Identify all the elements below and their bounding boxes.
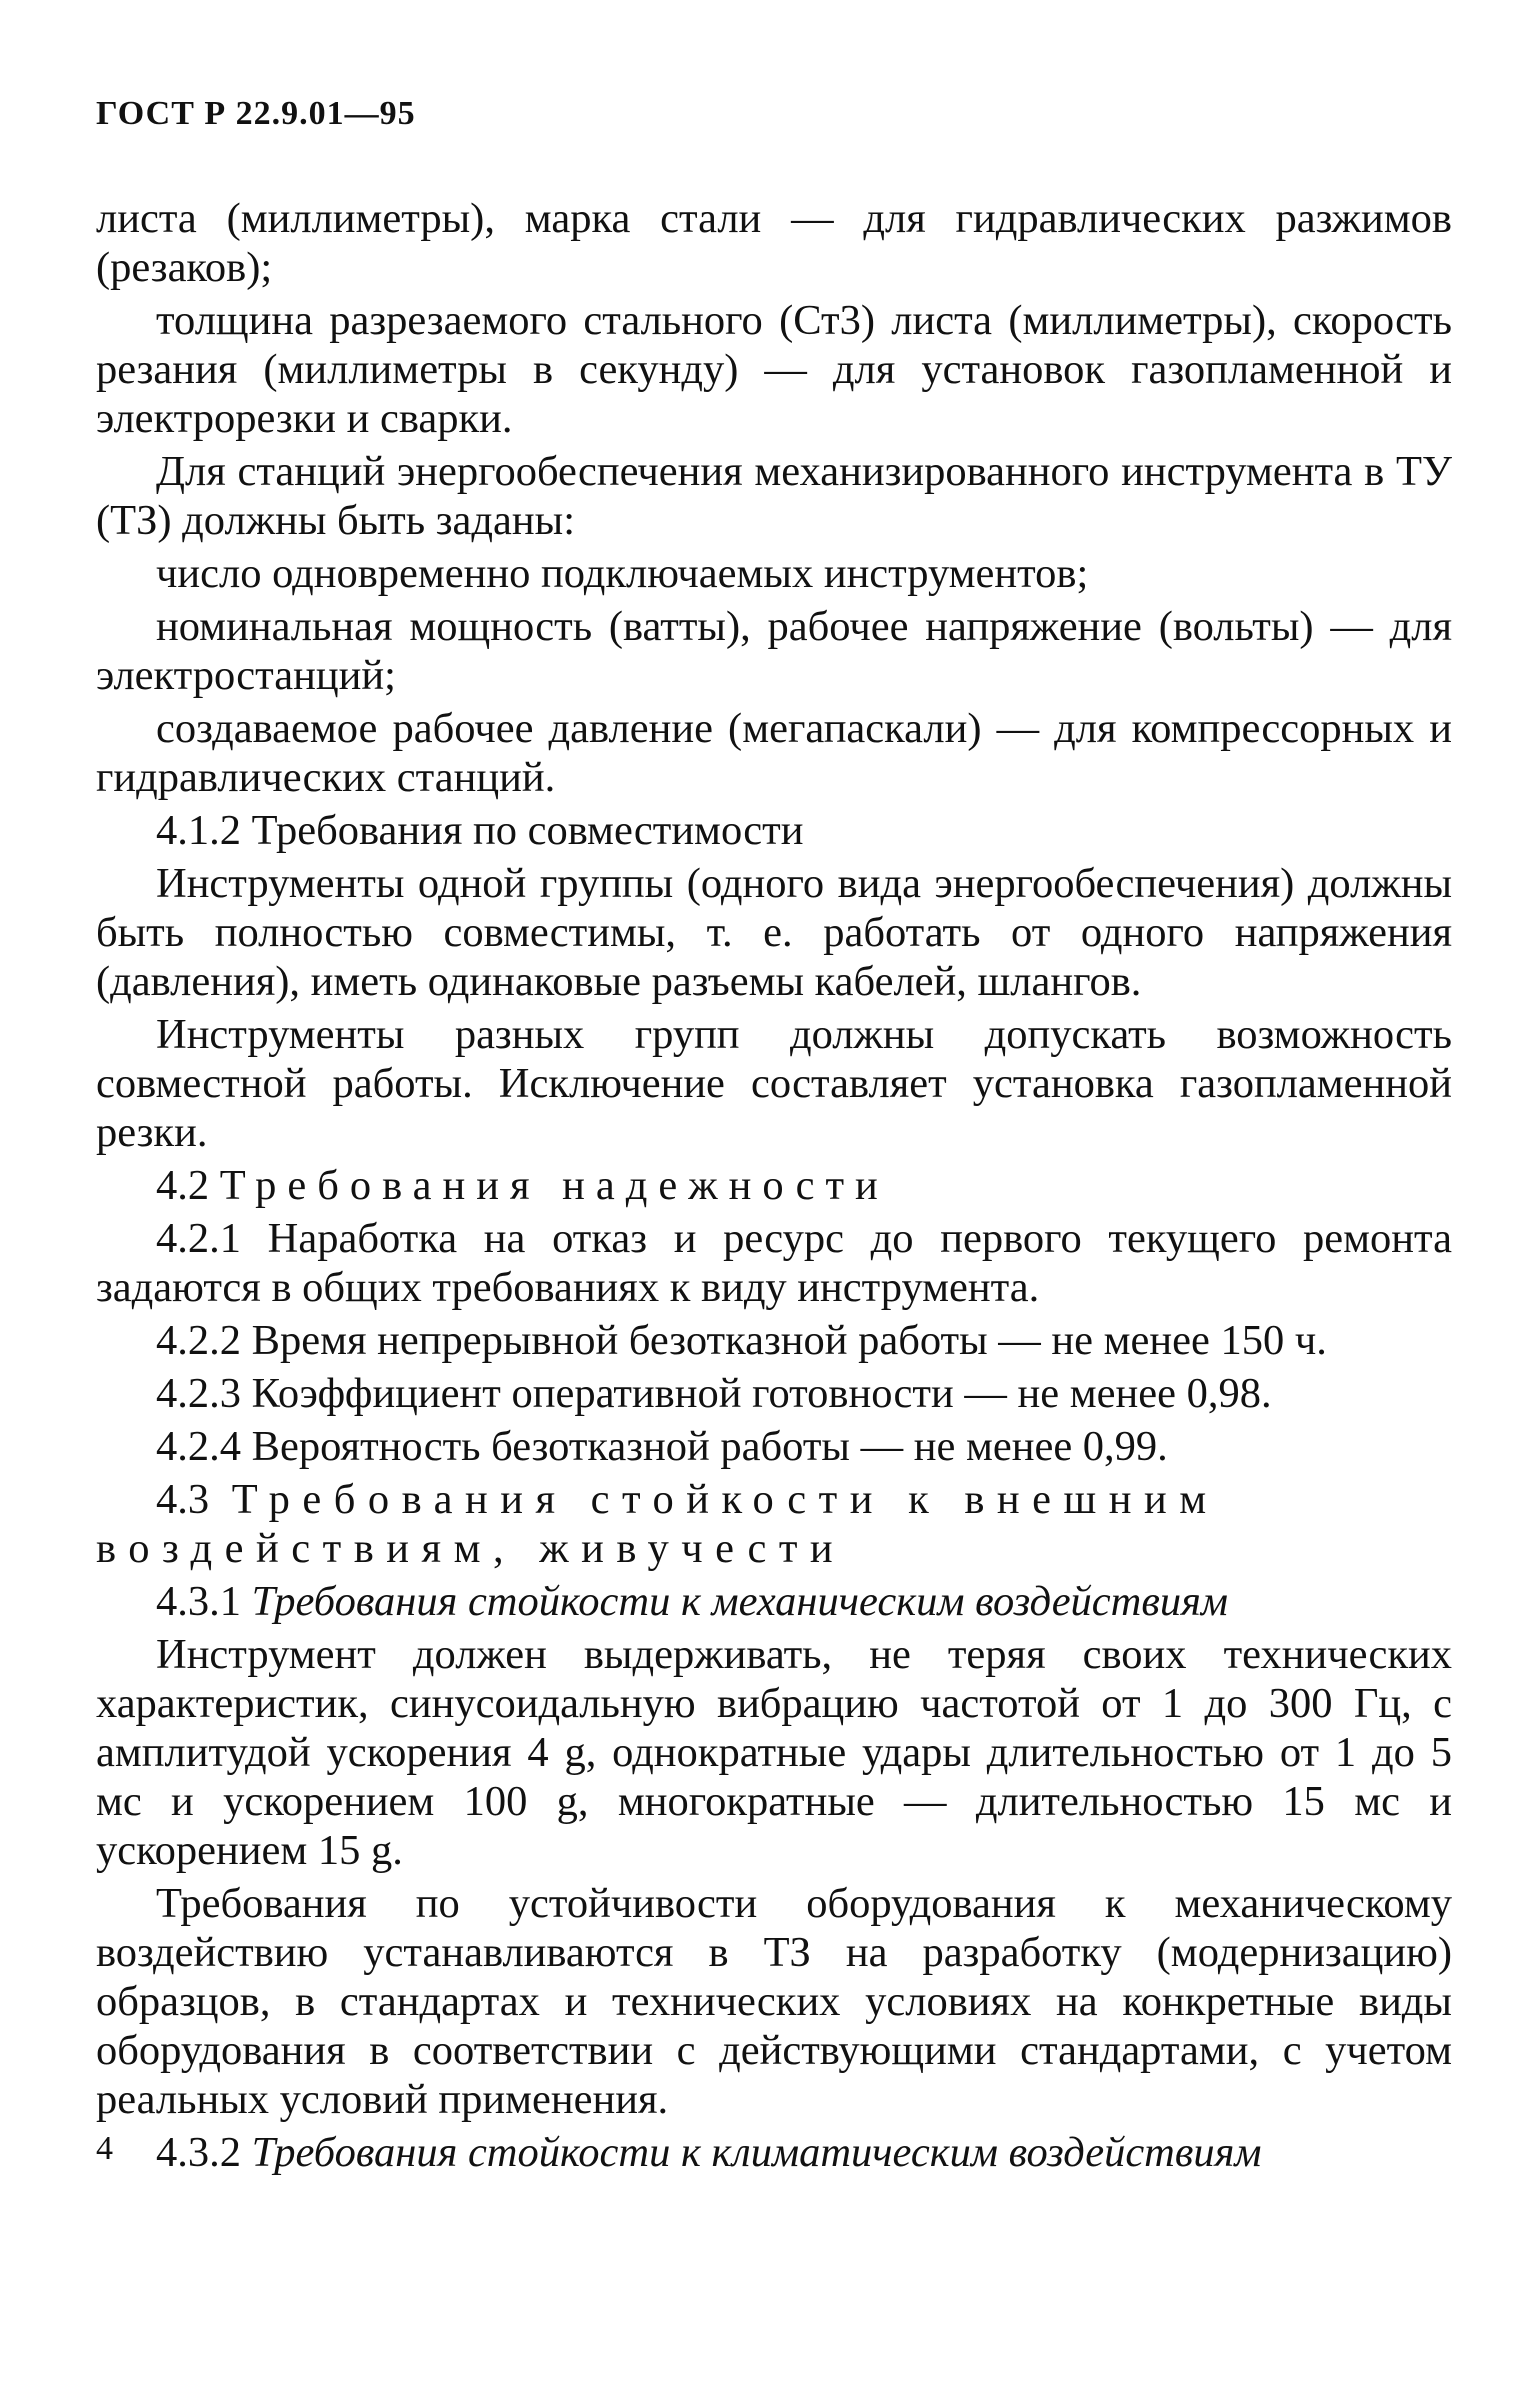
section-heading-4-2 (96, 1161, 1452, 1210)
list-item: 4.2.1 Наработка на отказ и ресурс до первого текущего ремонта задаются в общих требованиях к виду инструмента. (96, 1215, 1452, 1311)
subsection-number: 4.3.2 (156, 2129, 241, 2176)
section-title: Требования стойкости к внешним воздействиям, живучести (96, 1476, 1219, 1572)
list-item: 4.2.4 Вероятность безотказной работы — не менее 0,99. (156, 1423, 1168, 1470)
page-number: 4 (96, 2130, 113, 2167)
paragraph: толщина разрезаемого стального (Ст3) листа (миллиметры), скорость резания (миллиметры в секунду) — для установок газопламенной и электрорезки и сварки. (96, 297, 1452, 442)
paragraph: Инструменты разных групп должны допускать возможность совместной работы. Исключение составляет установка газопламенной резки. (96, 1011, 1452, 1156)
list-item: 4.2.3 Коэффициент оперативной готовности — не менее 0,98. (156, 1370, 1272, 1417)
section-number: 4.2 (156, 1162, 210, 1209)
subsection-title: Требования стойкости к механическим воздействиям (251, 1578, 1228, 1625)
paragraph: Инструменты одной группы (одного вида энергообеспечения) должны быть полностью совместимы, т. е. работать от одного напряжения (давления), иметь одинаковые разъемы кабелей, шлангов. (96, 860, 1452, 1005)
paragraph: номинальная мощность (ватты), рабочее напряжение (вольты) — для электростанций; (96, 603, 1452, 699)
section-number: 4.3 (156, 1476, 210, 1523)
section-title: Требования надежности (219, 1162, 889, 1209)
paragraph: Инструмент должен выдерживать, не теряя своих технических характеристик, синусоидальную вибрацию частотой от 1 до 300 Гц, с амплитудой ускорения 4 g, однократные удары длительностью от 1 до 5 мс и ускорением 100 g, многократные — длительностью 15 мс и ускорением 15 g. (96, 1631, 1452, 1874)
document-page (96, 92, 1452, 2181)
subsection-heading: 4.1.2 Требования по совместимости (156, 807, 804, 854)
subsection-number: 4.3.1 (156, 1578, 241, 1625)
paragraph: листа (миллиметры), марка стали — для гидравлических разжимов (резаков); (96, 195, 1452, 291)
subsection-heading-4-3-2 (96, 2128, 1452, 2177)
document-header: ГОСТ Р 22.9.01—95 (96, 95, 416, 132)
subsection-title: Требования стойкости к климатическим воздействиям (251, 2129, 1262, 2176)
paragraph: создаваемое рабочее давление (мегапаскали) — для компрессорных и гидравлических станций. (96, 705, 1452, 801)
body-text (96, 194, 1452, 2177)
subsection-heading-4-3-1 (96, 1577, 1452, 1626)
list-item: 4.2.2 Время непрерывной безотказной работы — не менее 150 ч. (156, 1317, 1327, 1364)
paragraph: число одновременно подключаемых инструментов; (156, 550, 1089, 597)
paragraph: Для станций энергообеспечения механизированного инструмента в ТУ (ТЗ) должны быть заданы: (96, 448, 1452, 544)
paragraph: Требования по устойчивости оборудования к механическому воздействию устанавливаются в ТЗ на разработку (модернизацию) образцов, в стандартах и технических условиях на конкретные виды оборудования в соответствии с действующими стандартами, с учетом реальных условий применения. (96, 1880, 1452, 2123)
section-heading-4-3 (96, 1475, 1452, 1573)
